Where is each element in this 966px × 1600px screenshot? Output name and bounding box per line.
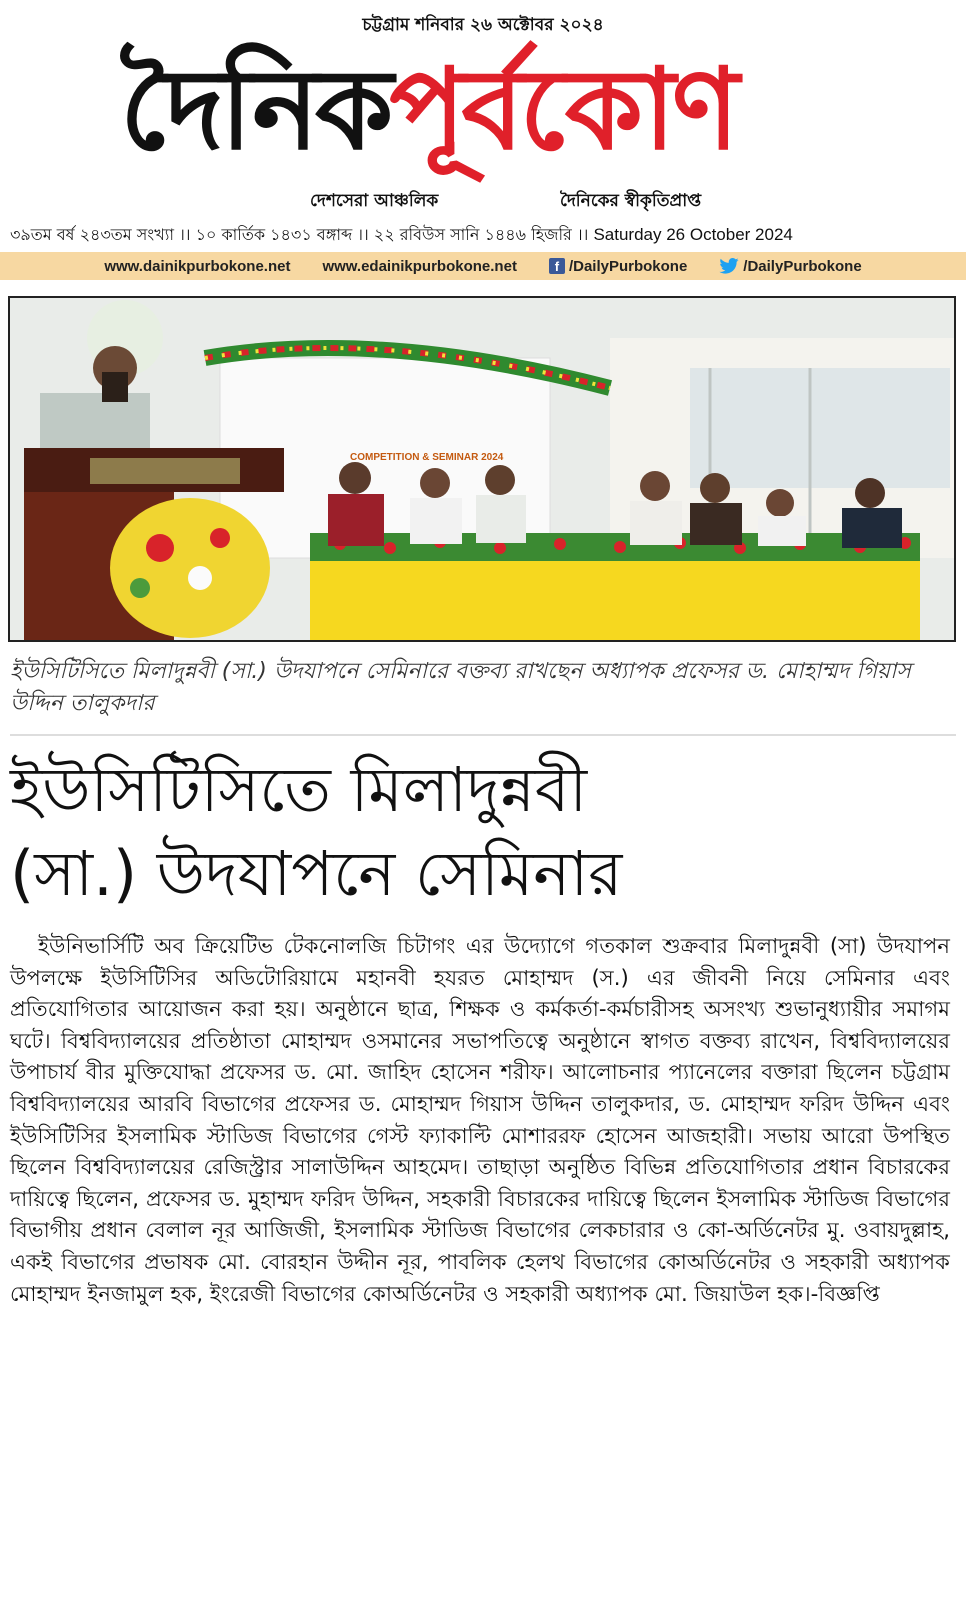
article-headline [10, 748, 956, 916]
logo-word-dainik: দৈনিক [120, 44, 390, 175]
twitter-handle: /DailyPurbokone [743, 257, 862, 275]
facebook-link[interactable] [549, 258, 687, 275]
photo-caption: ইউসিটিসিতে মিলাদুন্নবী (সা.) উদযাপনে সেমিনারে বক্তব্য রাখছেন অধ্যাপক প্রফেসর ড. মোহাম্মদ গিয়াস উদ্দিন তালুকদার [10, 659, 911, 716]
seminar-photo-illustration [10, 298, 954, 640]
headline-line-2: (সা.) উদযাপনে সেমিনার [10, 837, 623, 910]
issue-line [10, 222, 956, 249]
newspaper-logo [120, 30, 860, 190]
photo-banner-text: COMPETITION & SEMINAR 2024 [350, 452, 504, 463]
tagline-right: দৈনিকের স্বীকৃতিপ্রাপ্ত [560, 191, 702, 211]
twitter-icon [719, 258, 739, 274]
twitter-link[interactable] [719, 258, 861, 275]
headline-line-1: ইউসিটিসিতে মিলাদুন্নবী [10, 753, 588, 826]
facebook-handle: /DailyPurbokone [568, 257, 688, 275]
issue-line-english-date: Saturday 26 October 2024 [593, 225, 793, 244]
caption-divider [10, 734, 956, 736]
facebook-icon: f [549, 258, 565, 274]
top-dateline: চট্টগ্রাম শনিবার ২৬ অক্টোবর ২০২৪ [362, 15, 604, 35]
tagline-left: দেশসেরা আঞ্চলিক [310, 191, 439, 211]
logo-word-purbokone: পূর্বকোণ [389, 44, 736, 175]
masthead [0, 0, 966, 255]
article-body-text: ইউনিভার্সিটি অব ক্রিয়েটিভ টেকনোলজি চিটাগং এর উদ্যোগে গতকাল শুক্রবার মিলাদুন্নবী (সা) উদযাপন উপলক্ষে ইউসিটিসির অডিটোরিয়ামে মহানবী হযরত মোহাম্মদ (স.) এর জীবনী নিয়ে সেমিনার এবং প্রতিযোগিতার আয়োজন করা হয়। অনুষ্ঠানে ছাত্র, শিক্ষক ও কর্মকর্তা-কর্মচারীসহ অসংখ্য শুভানুধ্যায়ীর সমাগম ঘটে। বিশ্ববিদ্যালয়ের প্রতিষ্ঠাতা মোহাম্মদ ওসমানের সভাপতিত্বে অনুষ্ঠানে স্বাগত বক্তব্য রাখেন, বিশ্ববিদ্যালয়ের উপাচার্য বীর মুক্তিযোদ্ধা প্রফেসর ড. মো. জাহিদ হোসেন শরীফ। আলোচনার প্যানেলের বক্তারা ছিলেন চট্টগ্রাম বিশ্ববিদ্যালয়ের আরবি বিভাগের প্রফেসর ড. মোহাম্মদ গিয়াস উদ্দিন তালুকদার, ড. মোহাম্মদ ফরিদ উদ্দিন এবং ইউসিটিসির ইসলামিক স্টাডিজ বিভাগের গেস্ট ফ্যাকাল্টি মোশাররফ হোসেন আজহারী। সভায় আরো উপস্থিত ছিলেন বিশ্ববিদ্যালয়ের রেজিস্ট্রার সালাউদ্দিন আহমেদ। তাছাড়া অনুষ্ঠিত বিভিন্ন প্রতিযোগিতার প্রধান বিচারকের দায়িত্বে ছিলেন, প্রফেসর ড. মুহাম্মদ ফরিদ উদ্দিন, সহকারী বিচারকের দায়িত্বে ছিলেন ইসলামিক স্টাডিজ বিভাগের বিভাগীয় প্রধান বেলাল নূর আজিজী, ইসলামিক স্টাডিজ বিভাগের লেকচারার ও কো-অর্ডিনেটর মু. ওবায়দুল্লাহ, একই বিভাগের প্রভাষক মো. বোরহান উদ্দীন নূর, পাবলিক হেলথ বিভাগের কোঅর্ডিনেটর ও সহকারী অধ্যাপক মোহাম্মদ ইনজামুল হক, ইংরেজী বিভাগের কোঅর্ডিনেটর ও সহকারী অধ্যাপক মো. জিয়াউল হক।-বিজ্ঞপ্তি [10, 933, 950, 1306]
issue-line-bangla: ৩৯তম বর্ষ ২৪৩তম সংখ্যা ।। ১০ কার্তিক ১৪৩১ বঙ্গাব্দ ।। ২২ রবিউস সানি ১৪৪৬ হিজরি ।। [10, 225, 594, 244]
article-body [10, 930, 950, 1309]
web-links-bar [0, 252, 966, 280]
news-photo [8, 296, 956, 642]
epaper-link[interactable]: www.edainikpurbokone.net [322, 257, 517, 275]
website-link[interactable]: www.dainikpurbokone.net [104, 257, 291, 275]
